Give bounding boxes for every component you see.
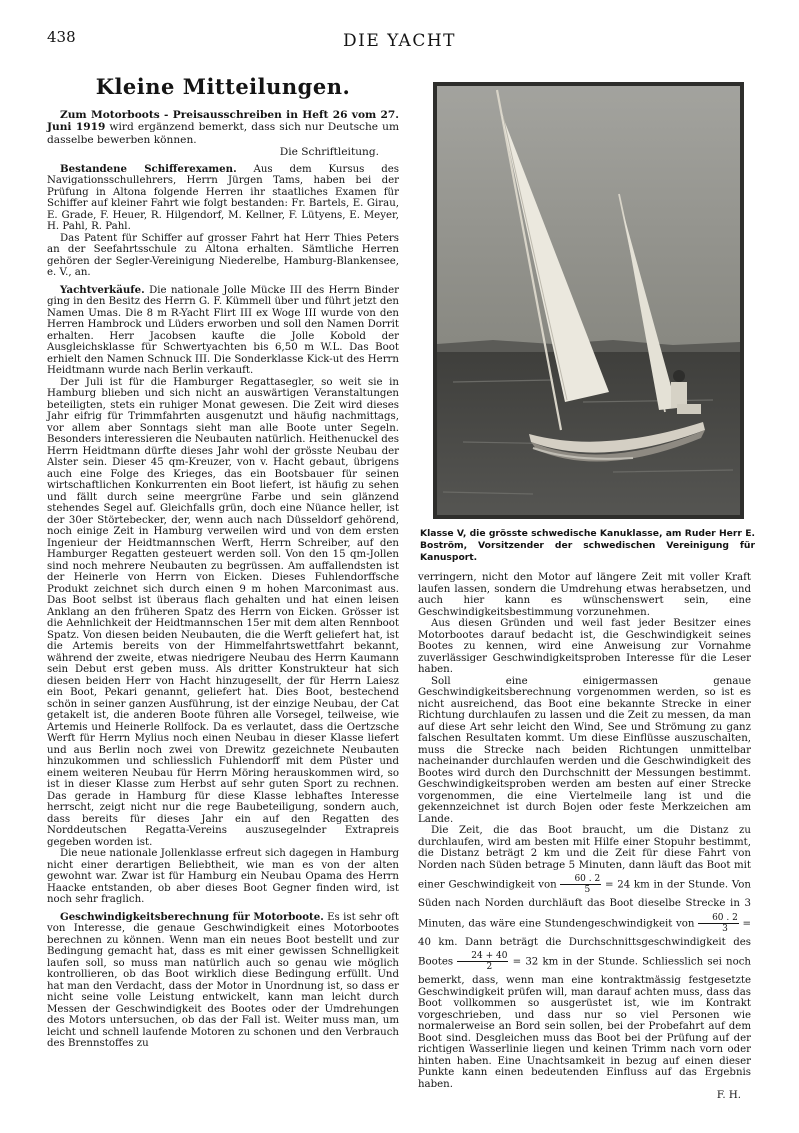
speed-fraction-3 [457, 951, 508, 972]
sailboat-photo-image [433, 82, 744, 519]
geschwindigkeit-heading: Geschwindigkeitsberechnung für Motorboote. [60, 910, 324, 923]
right-column [418, 572, 751, 1101]
verkaeufe-paragraph [47, 285, 399, 377]
examen-paragraph-2: Das Patent für Schiffer auf grosser Fahrt hat Herr Thies Peters an der Seefahrtsschule zu Altona erhalten. Sämtliche Herren gehören der Segler-Vereinigung Niederelbe, Hamburg-Blankensee, e. V., an. [47, 232, 399, 279]
calc-text-a: Die Zeit, die das Boot braucht, um die Distanz zu durchlaufen, wird am besten mit Hilfe einer Stopuhr bestimmt, die Distanz beträgt 2 km und die Zeit für diese Fahrt von Norden nach Süden betrage 5 Minuten, dann läuft das Boot mit einer Geschwindigkeit von [418, 825, 751, 891]
verkaeufe-heading: Yachtverkäufe. [60, 283, 145, 296]
page-number: 438 [47, 28, 76, 46]
examen-body: Aus dem Kursus des Navigationsschullehrers, Herrn Jürgen Tams, haben bei der Prüfung in Altona folgende Herren ihr staatliches Examen für Schiffer auf kleiner Fahrt wie folgt bestanden: Fr. Bartels, E. Girau, E. Grade, F. Heuer, R. Hilgendorf, M. Kellner, F. Lütyens, E. Meyer, H. Pahl, R. Pahl. [47, 163, 399, 233]
speed-fraction-1 [560, 874, 601, 895]
left-column [47, 70, 399, 1050]
geschwindigkeit-body: Es ist sehr oft von Interesse, die genaue Geschwindigkeit eines Motorbootes berechnen zu können. Wenn man ein neues Boot bestellt und zur Bedingung gemacht hat, dass es mit einer gewissen Schnelligkeit laufen soll, so muss man natürlich auch so genau wie möglich kontrollieren, ob das Boot wirklich diese Bedingung erfüllt. Und hat man den Verdacht, dass der Motor in Unordnung ist, so dass er nicht seine volle Leistung entwickelt, kann man leicht durch Messen der Geschwindigkeit des Bootes oder der Umdrehungen des Motors untersuchen, ob das der Fall ist. Weiter muss man, um leicht und schnell laufende Motoren zu schonen und den Verbrauch des Brennstoffes zu [47, 911, 399, 1050]
examen-paragraph [47, 164, 399, 233]
fraction-2-denominator: 3 [722, 923, 728, 934]
fraction-1-denominator: 5 [584, 885, 591, 895]
calc-text-d: = 32 km in der Stunde. Schliesslich sei noch bemerkt, dass, wenn man eine kontraktmässig festgesetzte Geschwindigkeit prüfen will, man darauf achten muss, dass das Boot vollkommen so ausgerüstet ist, wie im Kontrakt vorgeschrieben, und dass nur so viel Personen wie normalerweise an Bord sein sollen, bei der Probefahrt auf dem Boot sind. Desgleichen muss das Boot bei der Prüfung auf der richtigen Wasserlinie liegen und keinen Trimm nach vorn oder hinten haben. Eine Unachtsamkeit in bezug auf einen dieser Punkte kann einen bedeutenden Einfluss auf das Ergebnis haben. [418, 956, 751, 1090]
sailboat-photo [433, 82, 744, 519]
article-signature-row [418, 1090, 751, 1101]
fraction-1-numerator: 60 . 2 [560, 874, 601, 885]
section-title: Kleine Mitteilungen. [95, 74, 351, 99]
fraction-2-numerator: 60 . 2 [698, 913, 739, 924]
geschwindigkeit-continued-1: verringern, nicht den Motor auf längere Zeit mit voller Kraft laufen lassen, sondern die Umdrehung etwas herabsetzen, und auch hier kann es wünschenswert sein, eine Geschwindigkeitsbestimmung vorzunehmen. [418, 572, 751, 618]
verkaeufe-paragraph-2: Der Juli ist für die Hamburger Regattasegler, so weit sie in Hamburg blieben und sich nicht an auswärtigen Veranstaltungen beteiligten, stets ein ruhiger Monat gewesen. Die Zeit wird dieses Jahr eifrig für Trimmfahrten ausgenutzt und häufig nachmittags, vor allem aber Sonntags sieht man alle Boote unter Segeln. Besonders interessieren die Neubauten natürlich. Heithenuckel des Herrn Heidtmann dürfte dieses Jahr wohl der grösste Neubau der Alster sein. Dieser 45 qm-Kreuzer, von v. Hacht gebaut, übrigens auch eine Folge des Krieges, das ein Bootsbauer für seinen wirtschaftlichen Konkurrenten ein Boot liefert, ist häufig zu sehen und fällt durch seine meergrüne Farbe und sein glänzend stehendes Segel auf. Gleichfalls grün, doch eine Nüance heller, ist der 30er Störtebecker, der, wenn auch nach Düsseldorf gehörend, noch einige Zeit in Hamburg verweilen wird und von dem ersten Ingenieur der Heidtmannschen Werft, Herrn Schreiber, auf den Hamburger Regatten gesteuert werden soll. Von den 15 qm-Jollen sind noch mehrere Neubauten zu begrüssen. Am auffallendsten ist der Heinerle von Herrn von Eicken. Dieses Fuhlendorffsche Produkt zeichnet sich durch einen 9 m hohen Marconimast aus. Das Boot selbst ist überaus flach gehalten und hat einen leisen Anklang an den früheren Spatz des Herrn von Eicken. Grösser ist die Aehnlichkeit der Heidtmannschen 15er mit dem alten Rennboot Spatz. Von diesen beiden Neubauten, die die Werft geliefert hat, ist die Artemis bereits von der Himmelfahrtswettfahrt bekannt, während der zweite, etwas niedrigere Neubau des Herrn Kaumann sein Debut erst geben muss. Als dritter Konstrukteur hat sich diesen beiden Herr von Hacht hinzugesellt, der für Herrn Laiesz ein Boot, Pekari genannt, geliefert hat. Dies Boot, bestechend schön in seiner ganzen Ausführung, ist der einzige Neubau, der Cat getakelt ist, die anderen Boote führen alle Vorsegel, teilweise, wie Artemis und Heinerle Rollfock. Da es verlautet, dass die Oertzsche Werft für Herrn Mylius noch einen Neubau in dieser Klasse liefert und aus Berlin noch zwei von Drewitz gezeichnete Neubauten hinzukommen und schliesslich Fuhlendorff mit dem Püster und einem weiteren Neubau für Herrn Möring herauskommen wird, so ist in dieser Klasse zum Herbst auf sehr guten Sport zu rechnen. Das gerade in Hamburg für diese Klasse lebhaftes Interesse herrscht, zeigt nicht nur die rege Baubeteiligung, sondern auch, dass bereits für dieses Jahr ein auf den Regatten des Norddeutschen Regatta-Vereins auszusegelnder Extrapreis gegeben worden ist. [47, 376, 399, 848]
examen-heading: Bestandene Schifferexamen. [60, 162, 237, 175]
article-signature: F. H. [716, 1090, 741, 1101]
geschwindigkeit-continued-2: Aus diesen Gründen und weil fast jeder Besitzer eines Motorbootes darauf bedacht ist, die Geschwindigkeit seines Bootes zu kennen, wird eine Anweisung zur Vornahme zuverlässiger Geschwindigkeitsproben Interesse für die Leser haben. [418, 618, 751, 675]
intro-paragraph [47, 109, 399, 146]
figure-caption: Klasse V, die grösste schwedische Kanuklasse, am Ruder Herr E. Boström, Vorsitzender der schwedischen Vereinigung für Kanusport. [420, 528, 755, 563]
speed-fraction-2 [698, 913, 739, 934]
intro-body: wird ergänzend bemerkt, dass sich nur Deutsche um dasselbe bewerben können. [47, 121, 399, 146]
fraction-3-denominator: 2 [486, 962, 493, 972]
journal-title: DIE YACHT [342, 31, 456, 51]
intro-signature: Die Schriftleitung. [279, 145, 379, 158]
verkaeufe-body: Die nationale Jolle Mücke III des Herrn Binder ging in den Besitz des Herrn G. F. Kümmell über und führt jetzt den Namen Umas. Die 8 m R-Yacht Flirt III ex Woge III wurde von den Herren Hambrock und Lüders erworben und soll den Namen Dorrit erhalten. Herr Jacobsen kaufte die Jolle Kobold der Ausgleichsklasse für Schwertyachten bis 6,50 m W.L. Das Boot erhielt den Namen Schnuck III. Die Sonderklasse Kick-ut des Herrn Heidtmann wurde nach Berlin verkauft. [47, 284, 399, 377]
verkaeufe-paragraph-3: Die neue nationale Jollenklasse erfreut sich dagegen in Hamburg nicht einer derartigen Beliebtheit, wie man es von der alten gewohnt war. Zwar ist für Hamburg ein Neubau Opama des Herrn Haacke entstanden, ob aber dieses Boot Gegner finden wird, ist noch sehr fraglich. [47, 848, 399, 906]
calc-text-c: = 40 km. Dann beträgt die Durchschnittsgeschwindigkeit des Bootes [418, 918, 751, 968]
intro-signature-row [47, 146, 399, 158]
intro-heading: Zum Motorboots - Preisausschreiben in Heft 26 vom 27. Juni 1919 [47, 109, 399, 134]
geschwindigkeit-continued-3: Soll eine einigermassen genaue Geschwindigkeitsberechnung vorgenommen werden, so ist es nicht ausreichend, das Boot eine bekannte Strecke in einer Richtung durchlaufen zu lassen und die Zeit zu messen, da man auf diese Art sehr leicht den Wind, See und Strömung zu ganz falschen Resultaten kommt. Um diese Einflüsse auszuschalten, muss die Strecke nach beiden Richtungen unmittelbar nacheinander durchlaufen werden und die Geschwindigkeit des Bootes wird durch den Durchschnitt der Messungen bestimmt. Geschwindigkeitsproben werden am besten auf einer Strecke vorgenommen, die eine Viertelmeile lang ist und die gekennzeichnet ist durch Bojen oder feste Merkzeichen am Lande. [418, 675, 751, 825]
calc-text-b: = 24 km in der Stunde. Von Süden nach Norden durchläuft das Boot dieselbe Strecke in 3 Minuten, das wäre eine Stundengeschwindigkeit von [418, 879, 751, 929]
geschwindigkeit-paragraph [47, 912, 399, 1050]
geschwindigkeit-continued-4 [418, 825, 751, 1090]
fraction-3-numerator: 24 + 40 [457, 951, 508, 962]
